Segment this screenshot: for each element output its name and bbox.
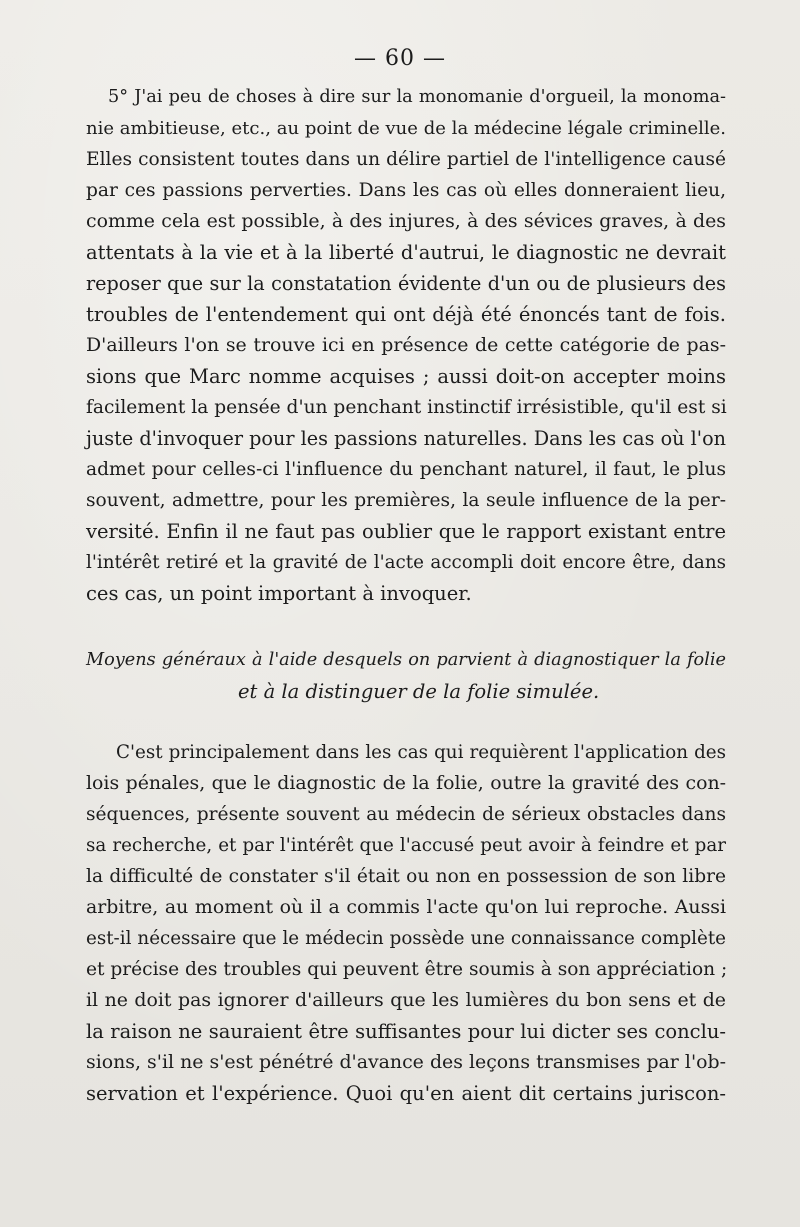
text-line: D'ailleurs l'on se trouve ici en présence de cette catégorie de pas-	[86, 334, 726, 356]
text-line: la difficulté de constater s'il était ou non en possession de son libre	[86, 866, 726, 887]
text-line: servation et l'expérience. Quoi qu'en aient dit certains juriscon-	[86, 1082, 726, 1105]
text-line: l'intérêt retiré et la gravité de l'acte accompli doit encore être, dans	[86, 552, 726, 573]
text-line: facilement la pensée d'un penchant instinctif irrésistible, qu'il est si	[86, 397, 727, 418]
section-heading	[86, 645, 726, 707]
text-line: comme cela est possible, à des injures, à des sévices graves, à des	[86, 210, 726, 232]
text-line: admet pour celles-ci l'influence du penchant naturel, il faut, le plus	[86, 459, 726, 480]
text-line: il ne doit pas ignorer d'ailleurs que les lumières du bon sens et de	[86, 989, 726, 1011]
text-line: arbitre, au moment où il a commis l'acte qu'on lui reproche. Aussi	[86, 896, 726, 918]
text-line: reposer que sur la constatation évidente d'un ou de plusieurs des	[86, 272, 726, 295]
text-line: par ces passions perverties. Dans les cas où elles donneraient lieu,	[86, 180, 726, 201]
page-number: — 60 —	[354, 46, 446, 71]
text-line: versité. Enfin il ne faut pas oublier que le rapport existant entre	[86, 520, 726, 543]
text-line: sions que Marc nomme acquises ; aussi doit-on accepter moins	[86, 365, 726, 388]
text-line: lois pénales, que le diagnostic de la folie, outre la gravité des con-	[86, 772, 726, 794]
text-line: est-il nécessaire que le médecin possède une connaissance complète	[86, 928, 726, 949]
text-line: la raison ne sauraient être suffisantes pour lui dicter ses conclu-	[86, 1020, 726, 1043]
text-line: Elles consistent toutes dans un délire partiel de l'intelligence causé	[86, 149, 726, 170]
text-line: troubles de l'entendement qui ont déjà été énoncés tant de fois.	[86, 303, 726, 326]
text-line: séquences, présente souvent au médecin de sérieux obstacles dans	[86, 804, 726, 825]
paragraph-monomanie	[86, 82, 726, 609]
text-line: sions, s'il ne s'est pénétré d'avance des leçons transmises par l'ob-	[86, 1051, 726, 1073]
section-heading-line-1: Moyens généraux à l'aide desquels on parvient à diagnostiquer la folie	[86, 650, 726, 670]
text-line: C'est principalement dans les cas qui requièrent l'application des	[116, 742, 726, 763]
text-line: et précise des troubles qui peuvent être soumis à son appréciation ;	[86, 959, 728, 980]
text-line: 5° J'ai peu de choses à dire sur la monomanie d'orgueil, la monoma-	[108, 87, 726, 107]
text-line: nie ambitieuse, etc., au point de vue de la médecine légale criminelle.	[86, 118, 726, 139]
text-line: souvent, admettre, pour les premières, la seule influence de la per-	[86, 490, 726, 511]
text-line: attentats à la vie et à la liberté d'autrui, le diagnostic ne devrait	[86, 241, 726, 264]
paragraph-diagnostic	[86, 737, 726, 1109]
text-line: ces cas, un point important à invoquer.	[86, 582, 472, 605]
text-line: juste d'invoquer pour les passions naturelles. Dans les cas où l'on	[86, 427, 726, 450]
text-line: sa recherche, et par l'intérêt que l'accusé peut avoir à feindre et par	[86, 835, 726, 856]
section-heading-line-2: et à la distinguer de la folie simulée.	[238, 680, 600, 703]
